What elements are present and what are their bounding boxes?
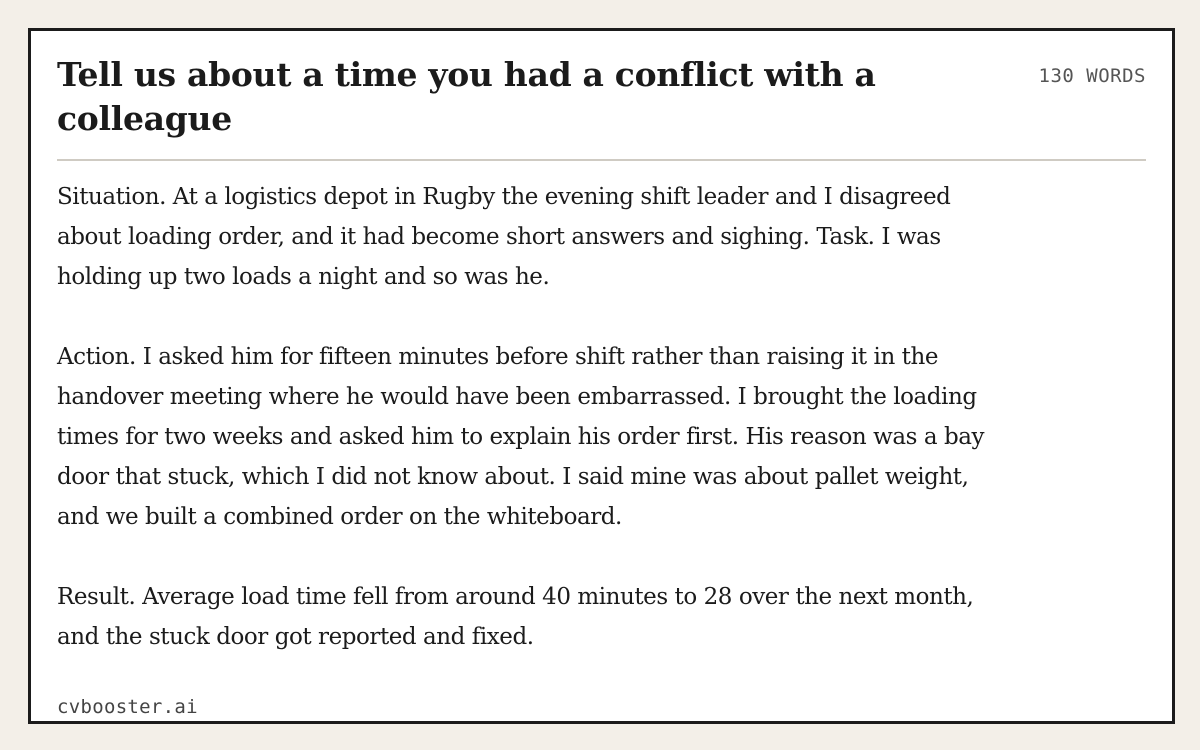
card-header bbox=[57, 53, 1146, 163]
brand-footer: cvbooster.ai bbox=[57, 696, 198, 718]
header-divider bbox=[57, 159, 1146, 161]
question-title: Tell us about a time you had a conflict with a colleague bbox=[57, 55, 876, 138]
word-count-label: 130 WORDS bbox=[1038, 65, 1146, 87]
answer-card bbox=[28, 28, 1175, 724]
answer-paragraph-situation: Situation. At a logistics depot in Rugby the evening shift leader and I disagreed about loading order, and it had become short answers and sighing. Task. I was holding up two loads a night and so was he. bbox=[57, 184, 951, 290]
answer-paragraph-result: Result. Average load time fell from around 40 minutes to 28 over the next month, and the stuck door got reported and fixed. bbox=[57, 584, 974, 650]
answer-body bbox=[57, 177, 997, 697]
answer-paragraph-action: Action. I asked him for fifteen minutes before shift rather than raising it in the handover meeting where he would have been embarrassed. I brought the loading times for two weeks and asked him to explain his order first. His reason was a bay door that stuck, which I did not know about. I said mine was about pallet weight, and we built a combined order on the whiteboard. bbox=[57, 344, 985, 530]
